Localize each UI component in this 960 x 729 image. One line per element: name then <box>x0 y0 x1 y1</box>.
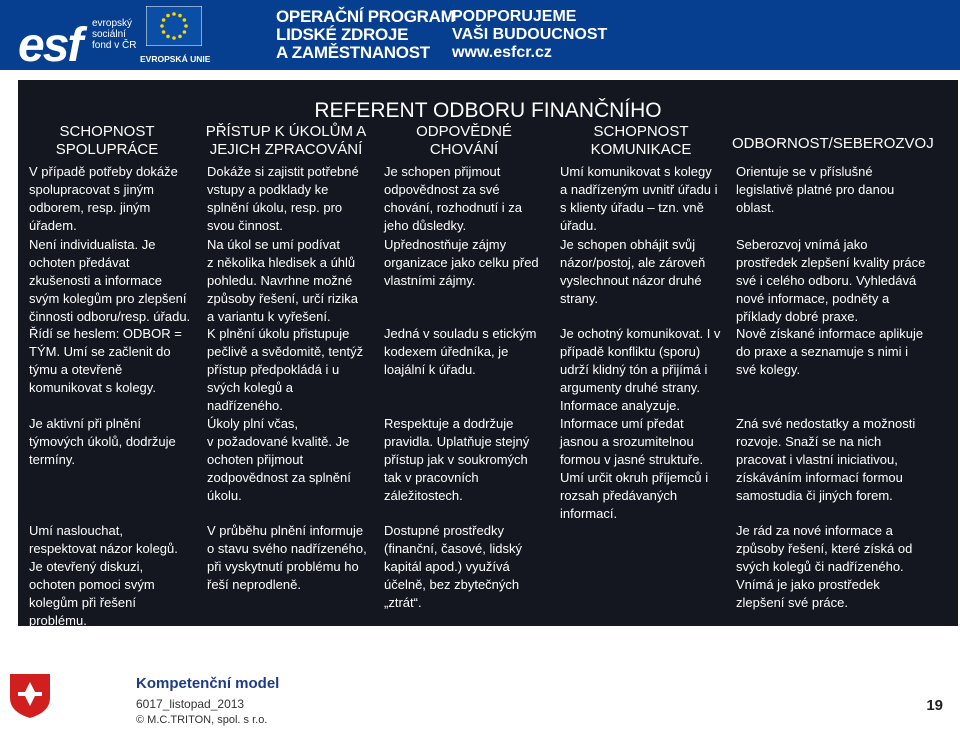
cell-line: případě konfliktu (sporu) <box>560 344 701 359</box>
cell-line: Je otevřený diskuzi, <box>29 559 144 574</box>
cell-line: Umí naslouchat, <box>29 523 123 538</box>
cell-line: pracovat i vlastní iniciativou, <box>736 452 898 467</box>
cell-line: týmových úkolů, dodržuje <box>29 434 176 449</box>
column-heading-responsibility <box>378 123 550 159</box>
support-slogan <box>452 8 607 62</box>
eu-star-icon <box>162 30 166 34</box>
cell-line: udrží klidný tón a přijímá i <box>560 362 708 377</box>
competence-cell <box>207 236 372 326</box>
heading-line: ODPOVĚDNÉ <box>416 123 512 140</box>
cell-line: kapitál apod.) využívá <box>384 559 510 574</box>
cell-line: přístup jak v soukromých <box>384 452 528 467</box>
cell-line: termíny. <box>29 452 75 467</box>
footer-date: 6017_listopad_2013 <box>136 697 245 711</box>
competence-cell <box>736 522 932 612</box>
cell-line: názor/postoj, ale zároveň <box>560 255 706 270</box>
top-banner <box>0 0 960 70</box>
eu-star-icon <box>166 14 170 18</box>
esf-subtitle-line: fond v ČR <box>92 40 137 51</box>
cell-line: rozvoje. Snaží se na nich <box>736 434 882 449</box>
heading-line: ODBORNOST/SEBEROZVOJ <box>732 135 934 152</box>
cell-line: zkušenosti a informace <box>29 273 162 288</box>
cell-line: loajální k úřadu. <box>384 362 476 377</box>
cell-line: Není individualista. Je <box>29 237 156 252</box>
cell-line: nové informace, podněty a <box>736 291 890 306</box>
cell-line: Je schopen obhájit svůj <box>560 237 696 252</box>
cell-line: Zná své nedostatky a možnosti <box>736 416 916 431</box>
cell-line: Jedná v souladu s etickým <box>384 326 537 341</box>
cell-line: ochoten předávat <box>29 255 130 270</box>
heading-line: PŘÍSTUP K ÚKOLŮM A <box>205 123 367 140</box>
cell-line: záležitostech. <box>384 488 463 503</box>
cell-line: odborem, resp. jiným <box>29 200 151 215</box>
cell-line: V případě potřeby dokáže <box>29 164 178 179</box>
competence-cell <box>560 163 725 235</box>
program-title-line: A ZAMĚSTNANOST <box>276 43 430 62</box>
cell-line: komunikovat s kolegy. <box>29 380 156 395</box>
cell-line: řeší neprodleně. <box>207 577 301 592</box>
cell-line: o stavu svého nadřízeného, <box>207 541 367 556</box>
cell-line: prostředek zlepšení kvality práce <box>736 255 926 270</box>
cell-line: úřadu. <box>560 218 597 233</box>
cell-line: a variantu k vyřešení. <box>207 309 331 324</box>
competence-cell <box>384 415 549 505</box>
cell-line: Vnímá je jako prostředek <box>736 577 880 592</box>
cell-line: tak v pracovních <box>384 470 479 485</box>
cell-line: Je schopen přijmout <box>384 164 501 179</box>
cell-line: problému. <box>29 613 87 628</box>
cell-line: Řídí se heslem: ODBOR = <box>29 326 182 341</box>
competence-cell <box>29 325 194 397</box>
cell-line: Informace analyzuje. <box>560 398 680 413</box>
cell-line: kolegům při řešení <box>29 595 136 610</box>
cell-line: zlepšení své práce. <box>736 595 849 610</box>
footer-copyright: © M.C.TRITON, spol. s r.o. <box>136 714 268 726</box>
cell-line: způsoby řešení, které získá od <box>736 541 913 556</box>
esf-subtitle-line: sociální <box>92 29 126 40</box>
cell-line: Je aktivní při plnění <box>29 416 142 431</box>
eu-logo <box>138 6 211 68</box>
cell-line: nadřízeného. <box>207 398 283 413</box>
cell-line: zodpovědnost za splnění <box>207 470 351 485</box>
cell-line: příklady dobré praxe. <box>736 309 859 324</box>
cell-line: pečlivě a svědomitě, tentýž <box>207 344 364 359</box>
cell-line: samostudia či jiných forem. <box>736 488 893 503</box>
competence-cell <box>560 415 725 523</box>
eu-star-icon <box>183 18 187 22</box>
cell-line: Dokáže si zajistit potřebné <box>207 164 359 179</box>
esf-logo <box>8 4 138 72</box>
heading-line: KOMUNIKACE <box>590 141 692 158</box>
cell-line: Umí určit okruh příjemců i <box>560 470 709 485</box>
cell-line: strany. <box>560 291 599 306</box>
cell-line: přístup předpokládá i u <box>207 362 340 377</box>
cell-line: úřadem. <box>29 218 77 233</box>
competence-cell <box>736 325 932 379</box>
cell-line: s klienty úřadu – tzn. vně <box>560 200 704 215</box>
page-number: 19 <box>926 697 943 714</box>
cell-line: Nově získané informace aplikuje <box>736 326 924 341</box>
cell-line: vstupy a podklady ke <box>207 182 329 197</box>
eu-flag-icon <box>146 6 202 46</box>
cell-line: Dostupné prostředky <box>384 523 504 538</box>
cell-line: Umí komunikovat s kolegy <box>560 164 712 179</box>
cell-line: Na úkol se umí podívat <box>207 237 340 252</box>
cell-line: Upřednostňuje zájmy <box>384 237 507 252</box>
cell-line: svých kolegů a <box>207 380 293 395</box>
column-heading-approach <box>200 123 372 159</box>
cell-line: účelně, bez zbytečných <box>384 577 520 592</box>
cell-line: vlastními zájmy. <box>384 273 476 288</box>
panel-title: REFERENT ODBORU FINANČNÍHO <box>314 99 662 122</box>
cell-line: do praxe a seznamuje s nimi i <box>736 344 908 359</box>
program-title <box>276 8 454 62</box>
cell-line: pravidla. Uplatňuje stejný <box>384 434 530 449</box>
slogan-line: PODPORUJEME <box>452 8 577 25</box>
cell-line: (finanční, časové, lidský <box>384 541 523 556</box>
cell-line: svou činnost. <box>207 218 283 233</box>
competence-cell <box>207 325 372 415</box>
cell-line: organizace jako celku před <box>384 255 539 270</box>
cell-line: odpovědnost za své <box>384 182 500 197</box>
competence-cell <box>560 325 725 415</box>
cell-line: svých kolegů či nadřízeného. <box>736 559 904 574</box>
cell-line: vyslechnout názor druhé <box>560 273 702 288</box>
cell-line: argumenty druhé strany. <box>560 380 700 395</box>
cell-line: chování, rozhodnutí i za <box>384 200 523 215</box>
cell-line: spolupracovat s jiným <box>29 182 154 197</box>
cell-line: jeho důsledky. <box>384 218 467 233</box>
competence-cell <box>29 415 194 469</box>
cell-line: pohledu. Navrhne možné <box>207 273 353 288</box>
cell-line: K plnění úkolu přistupuje <box>207 326 350 341</box>
cell-line: jasnou a srozumitelnou <box>560 434 694 449</box>
cell-line: a nadřízeným uvnitř úřadu i <box>560 182 718 197</box>
cell-line: své kolegy. <box>736 362 801 377</box>
slogan-line: VAŠI BUDOUCNOST <box>452 26 608 43</box>
esf-subtitle-line: evropský <box>92 18 133 29</box>
eu-star-icon <box>178 35 182 39</box>
column-heading-expertise <box>732 135 932 153</box>
cell-line: TÝM. Umí se začlenit do <box>29 344 171 359</box>
cell-line: úkolu. <box>207 488 242 503</box>
heading-line: JEJICH ZPRACOVÁNÍ <box>209 141 363 158</box>
cell-line: týmu a otevřeně <box>29 362 123 377</box>
cell-line: splnění úkolu, resp. pro <box>207 200 343 215</box>
eu-star-icon <box>172 36 176 40</box>
cell-line: kodexem úředníka, je <box>384 344 509 359</box>
column-heading-cooperation <box>20 123 194 159</box>
eu-star-icon <box>178 14 182 18</box>
heading-line: SCHOPNOST <box>593 123 689 140</box>
competence-cell <box>207 163 372 235</box>
competence-cell <box>29 522 194 630</box>
competence-cell <box>384 522 549 612</box>
competence-cell <box>384 163 549 235</box>
competence-cell <box>207 522 372 594</box>
cell-line: legislativě platné pro danou <box>736 182 895 197</box>
eu-star-icon <box>162 18 166 22</box>
program-title-line: OPERAČNÍ PROGRAM <box>276 7 455 26</box>
cell-line: oblast. <box>736 200 775 215</box>
cell-line: informací. <box>560 506 618 521</box>
eu-label: EVROPSKÁ UNIE <box>140 54 211 64</box>
eu-star-icon <box>166 35 170 39</box>
cell-line: z několika hledisek a úhlů <box>207 255 356 270</box>
cell-line: Je ochotný komunikovat. I v <box>560 326 721 341</box>
cell-line: formou v jasné struktuře. <box>560 452 704 467</box>
cell-line: způsoby řešení, určí rizika <box>207 291 359 306</box>
eu-star-icon <box>184 24 188 28</box>
website-link[interactable]: www.esfcr.cz <box>452 44 552 61</box>
cell-line: „ztrát“. <box>384 595 422 610</box>
heading-line: SCHOPNOST <box>59 123 155 140</box>
esf-logo-text: esf <box>18 19 82 72</box>
cell-line: Respektuje a dodržuje <box>384 416 514 431</box>
cell-line: Úkoly plní včas, <box>207 416 299 431</box>
eu-star-icon <box>160 24 164 28</box>
heading-line: SPOLUPRÁCE <box>55 141 159 158</box>
cell-line: činnosti odboru/resp. úřadu. <box>29 309 191 324</box>
competence-cell <box>207 415 372 505</box>
cell-line: respektovat názor kolegů. <box>29 541 178 556</box>
cell-line: Orientuje se v příslušné <box>736 164 873 179</box>
eu-star-icon <box>172 12 176 16</box>
cell-line: při vyskytnutí problému ho <box>207 559 359 574</box>
cell-line: V průběhu plnění informuje <box>207 523 364 538</box>
column-heading-communication <box>555 123 727 159</box>
cell-line: rozsah předávaných <box>560 488 678 503</box>
footer-title: Kompetenční model <box>136 675 280 692</box>
cell-line: své i celého odboru. Vyhledává <box>736 273 917 288</box>
cell-line: ochoten přijmout <box>207 452 304 467</box>
cell-line: Seberozvoj vnímá jako <box>736 237 868 252</box>
heading-line: CHOVÁNÍ <box>429 141 499 158</box>
cell-line: svým kolegům pro zlepšení <box>29 291 187 306</box>
company-logo-icon <box>6 670 54 720</box>
eu-star-icon <box>183 30 187 34</box>
competence-cell <box>736 236 932 326</box>
competence-cell <box>384 236 549 290</box>
cell-line: získáváním informací formou <box>736 470 903 485</box>
competence-cell <box>736 415 932 505</box>
cell-line: v požadované kvalitě. Je <box>207 434 350 449</box>
competence-panel <box>18 80 958 626</box>
competence-cell <box>29 236 194 326</box>
cell-line: Je rád za nové informace a <box>736 523 893 538</box>
cell-line: ochoten pomoci svým <box>29 577 155 592</box>
competence-cell <box>384 325 549 379</box>
competence-cell <box>560 236 725 308</box>
cell-line: Informace umí předat <box>560 416 684 431</box>
competence-cell <box>736 163 932 217</box>
competence-cell <box>29 163 194 235</box>
program-title-line: LIDSKÉ ZDROJE <box>276 25 409 44</box>
